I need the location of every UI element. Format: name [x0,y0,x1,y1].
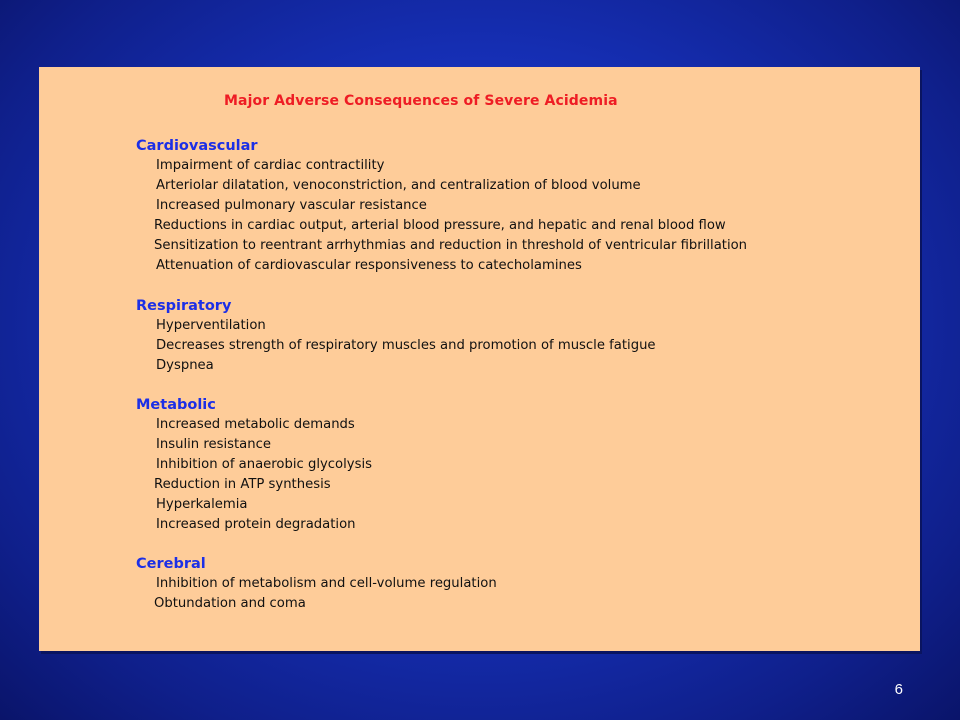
list-item: Decreases strength of respiratory muscles and promotion of muscle fatigue [156,338,656,353]
list-item: Reductions in cardiac output, arterial blood pressure, and hepatic and renal blood flow [154,218,726,233]
section-metabolic [136,395,372,535]
list-item: Sensitization to reentrant arrhythmias and reduction in threshold of ventricular fibrillation [154,238,748,253]
section-heading-cardiovascular: Cardiovascular [136,138,258,154]
panel-title: Major Adverse Consequences of Severe Acidemia [224,93,618,109]
respiratory-list [136,316,656,376]
list-item: Arteriolar dilatation, venoconstriction, and centralization of blood volume [156,178,641,193]
section-respiratory [136,296,656,376]
section-heading-respiratory: Respiratory [136,298,232,314]
cerebral-list [136,574,497,614]
list-item: Attenuation of cardiovascular responsiveness to catecholamines [156,258,582,273]
slide-number: 6 [894,681,903,698]
list-item: Inhibition of anaerobic glycolysis [156,457,373,472]
content-panel [39,67,920,651]
section-heading-cerebral: Cerebral [136,556,206,572]
list-item: Insulin resistance [156,437,271,452]
list-item: Dyspnea [156,358,214,373]
list-item: Hyperkalemia [156,497,248,512]
section-cardiovascular [136,136,747,276]
list-item: Inhibition of metabolism and cell-volume regulation [156,576,497,591]
list-item: Increased pulmonary vascular resistance [156,198,427,213]
list-item: Hyperventilation [156,318,266,333]
list-item: Increased protein degradation [156,517,356,532]
list-item: Obtundation and coma [154,596,306,611]
metabolic-list [136,415,372,535]
list-item: Increased metabolic demands [156,417,355,432]
section-heading-metabolic: Metabolic [136,397,216,413]
list-item: Reduction in ATP synthesis [154,477,331,492]
section-cerebral [136,554,497,614]
list-item: Impairment of cardiac contractility [156,158,385,173]
cardiovascular-list [136,156,747,276]
